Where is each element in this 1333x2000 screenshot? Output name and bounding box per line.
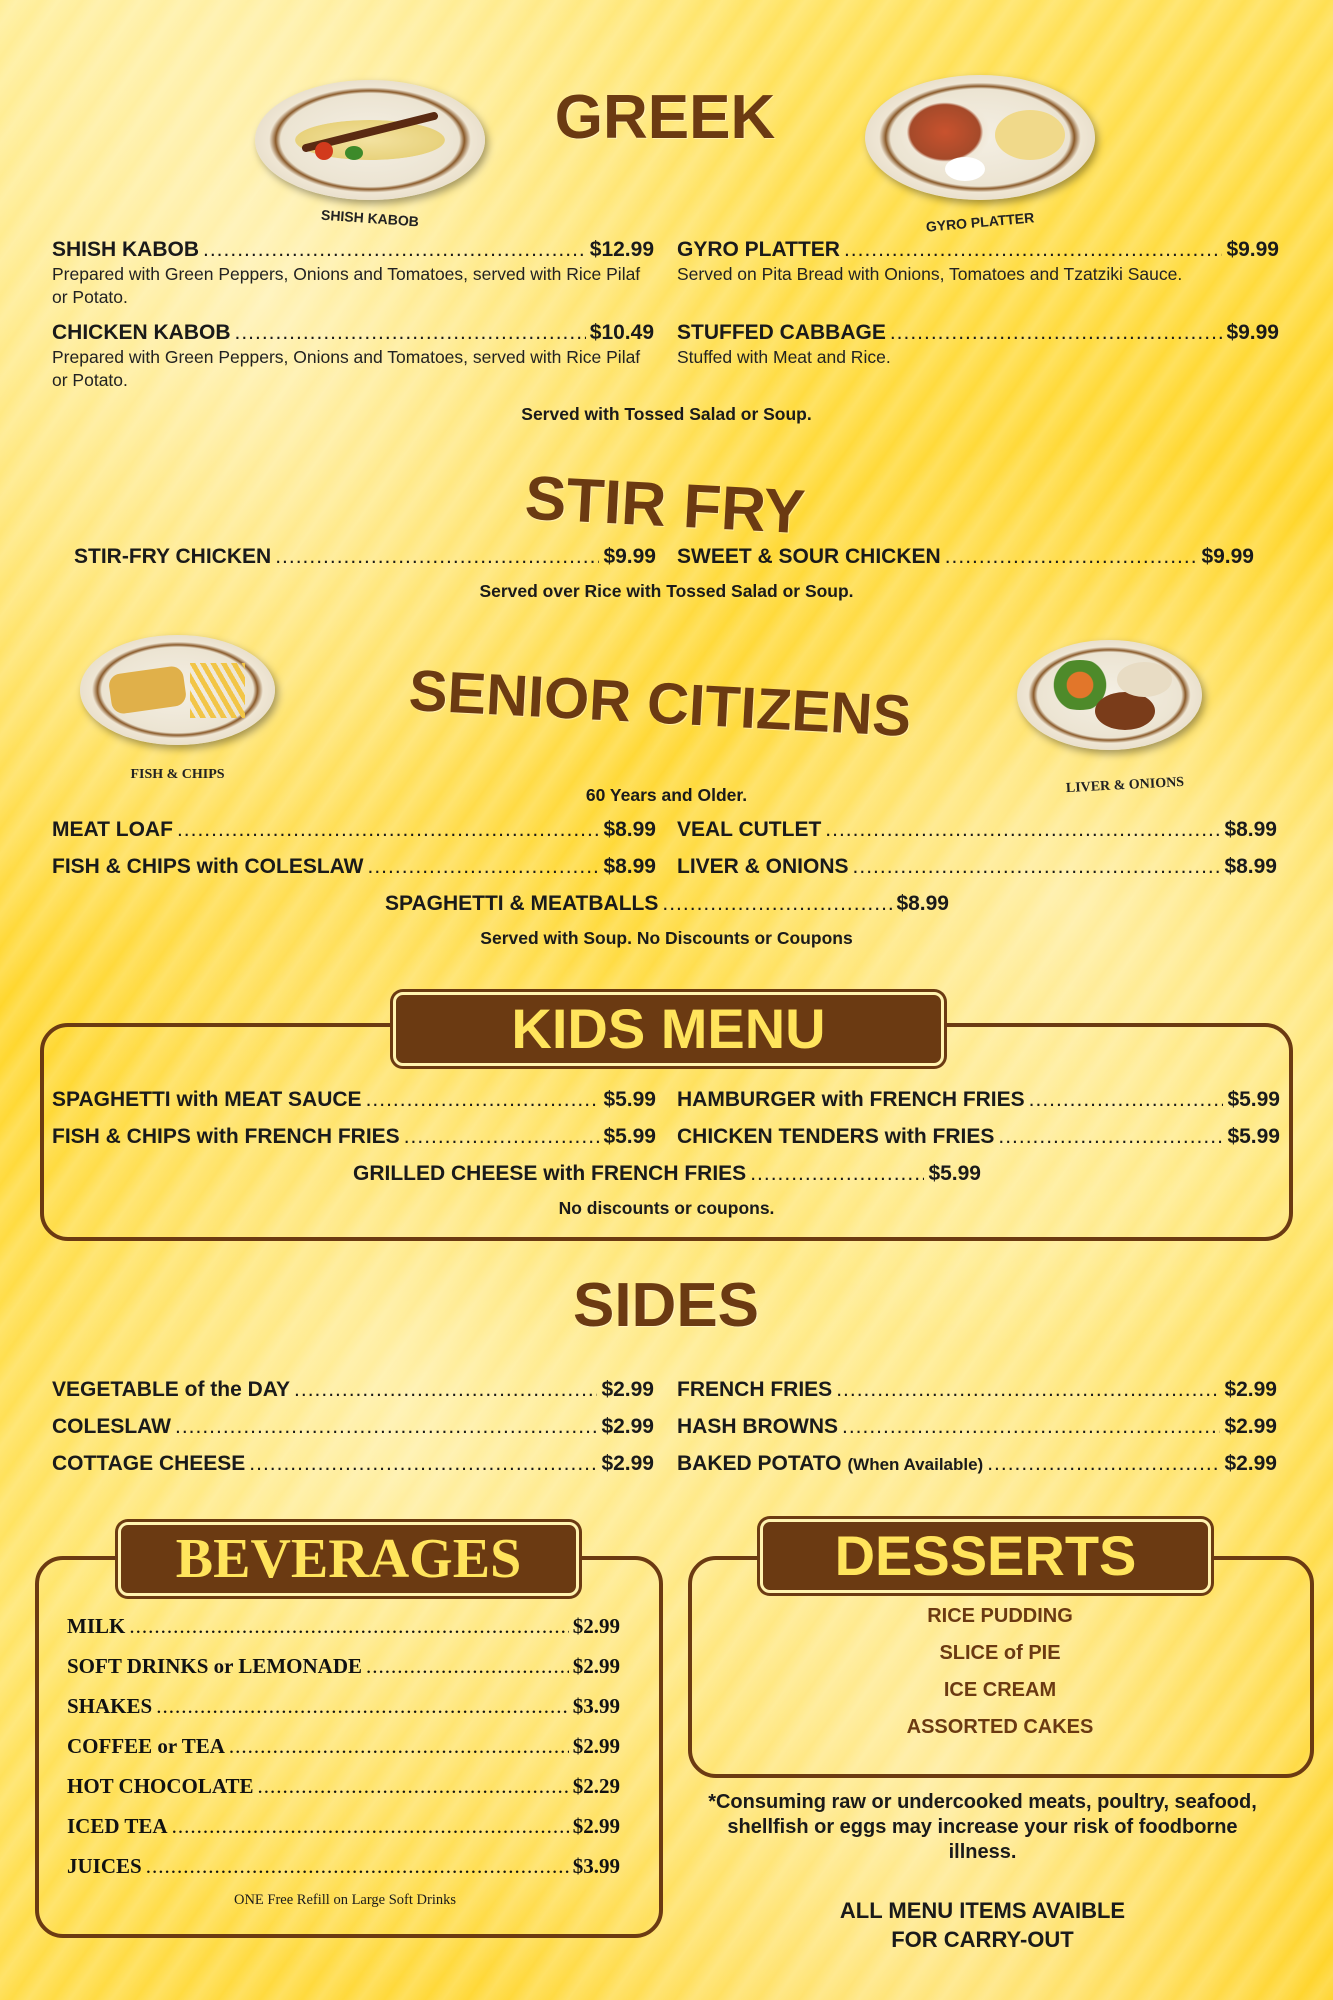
item-price: $5.99	[928, 1162, 981, 1185]
item-price: $12.99	[589, 238, 654, 261]
menu-item-fish-chips-coleslaw	[52, 855, 656, 879]
gyro-platter-photo-label: GYRO PLATTER	[925, 209, 1035, 235]
menu-item-liver-onions	[677, 855, 1277, 879]
item-price: $2.99	[1224, 1452, 1277, 1475]
item-price: $8.99	[1224, 818, 1277, 841]
item-price: $2.99	[601, 1415, 654, 1438]
item-price: $9.99	[603, 545, 656, 568]
item-price: $2.99	[572, 1814, 620, 1838]
item-name: HAMBURGER with FRENCH FRIES	[677, 1088, 1025, 1111]
item-name: SPAGHETTI & MEATBALLS	[385, 892, 659, 915]
dot-leader	[129, 1614, 568, 1639]
item-price: $2.99	[601, 1378, 654, 1401]
stir-fry-note: Served over Rice with Tossed Salad or Soup.	[479, 581, 854, 601]
beverage-coffee-tea	[67, 1734, 620, 1759]
dot-leader	[1029, 1088, 1224, 1112]
item-name: FISH & CHIPS with FRENCH FRIES	[52, 1125, 400, 1148]
dot-leader	[203, 238, 586, 262]
item-price: $2.99	[1224, 1378, 1277, 1401]
item-name: CHICKEN TENDERS with FRIES	[677, 1125, 995, 1148]
item-name: STUFFED CABBAGE	[677, 321, 886, 344]
item-name: COTTAGE CHEESE	[52, 1452, 246, 1475]
item-name: VEGETABLE of the DAY	[52, 1378, 291, 1401]
carryout-notice-line2: FOR CARRY-OUT	[891, 1927, 1074, 1952]
menu-item-sweet-sour-chicken	[677, 545, 1254, 569]
item-description: Prepared with Green Peppers, Onions and Tomatoes, served with Rice Pilaf or Potato.	[52, 347, 641, 390]
item-name: CHICKEN KABOB	[52, 321, 231, 344]
dot-leader	[998, 1125, 1223, 1149]
menu-item-spaghetti-meatballs	[385, 892, 949, 916]
shish-kabob-photo	[255, 80, 485, 200]
dessert-assorted-cakes: ASSORTED CAKES	[906, 1716, 1094, 1738]
menu-item-kids-chicken-tenders	[677, 1125, 1280, 1149]
item-price: $9.99	[1201, 545, 1254, 568]
menu-item-coleslaw	[52, 1415, 654, 1439]
item-price: $2.99	[1224, 1415, 1277, 1438]
item-price: $5.99	[1227, 1125, 1280, 1148]
menu-item-hash-browns	[677, 1415, 1277, 1439]
item-price: $3.99	[572, 1694, 620, 1718]
beverages-note: ONE Free Refill on Large Soft Drinks	[233, 1892, 457, 1908]
menu-item-vegetable	[52, 1378, 654, 1402]
item-name: FISH & CHIPS with COLESLAW	[52, 855, 364, 878]
gyro-platter-photo	[865, 75, 1095, 200]
item-price: $3.99	[572, 1854, 620, 1878]
item-price: $2.99	[572, 1654, 620, 1678]
item-price: $8.99	[1224, 855, 1277, 878]
liver-onions-photo	[1017, 640, 1202, 750]
item-name: GYRO PLATTER	[677, 238, 840, 261]
item-name: HOT CHOCOLATE	[67, 1774, 254, 1798]
item-suffix: (When Available)	[847, 1455, 984, 1474]
item-price: $2.99	[572, 1734, 620, 1758]
item-name: VEAL CUTLET	[677, 818, 822, 841]
greek-note: Served with Tossed Salad or Soup.	[521, 404, 812, 424]
item-name: SPAGHETTI with MEAT SAUCE	[52, 1088, 362, 1111]
item-price: $2.99	[601, 1452, 654, 1475]
dot-leader	[366, 1088, 600, 1112]
item-price: $5.99	[603, 1125, 656, 1148]
item-name: COLESLAW	[52, 1415, 171, 1438]
item-name: SHISH KABOB	[52, 238, 200, 261]
dot-leader	[368, 855, 600, 879]
item-name: LIVER & ONIONS	[677, 855, 849, 878]
item-name: HASH BROWNS	[677, 1415, 838, 1438]
item-name: SHAKES	[67, 1694, 153, 1718]
stir-fry-title: STIR FRY	[523, 463, 807, 548]
kids-note: No discounts or coupons.	[558, 1198, 775, 1218]
dot-leader	[825, 818, 1220, 842]
menu-item-kids-grilled-cheese	[353, 1162, 981, 1186]
item-description: Served on Pita Bread with Onions, Tomatoes and Tzatziki Sauce.	[677, 264, 1183, 284]
menu-item-gyro-platter	[677, 238, 1279, 262]
item-name: FRENCH FRIES	[677, 1378, 833, 1401]
item-price: $5.99	[603, 1088, 656, 1111]
liver-onions-photo-label: LIVER & ONIONS	[1065, 774, 1185, 797]
item-price: $2.29	[572, 1774, 620, 1798]
beverage-iced-tea	[67, 1814, 620, 1839]
dot-leader	[750, 1162, 924, 1186]
dot-leader	[258, 1774, 569, 1799]
item-name: BAKED POTATO	[677, 1452, 842, 1475]
dot-leader	[172, 1814, 569, 1839]
dot-leader	[249, 1452, 597, 1476]
dot-leader	[235, 321, 586, 345]
shish-kabob-photo-label: SHISH KABOB	[320, 206, 420, 230]
dot-leader	[175, 1415, 597, 1439]
item-name: JUICES	[67, 1854, 142, 1878]
dot-leader	[366, 1654, 569, 1679]
item-price: $8.99	[603, 818, 656, 841]
menu-item-french-fries	[677, 1378, 1277, 1402]
dessert-ice-cream: ICE CREAM	[943, 1679, 1057, 1701]
dot-leader	[275, 545, 599, 569]
dot-leader	[156, 1694, 569, 1719]
item-price: $9.99	[1226, 321, 1279, 344]
sides-title: SIDES	[572, 1271, 760, 1340]
item-name: MILK	[67, 1614, 126, 1638]
item-price: $8.99	[896, 892, 949, 915]
item-name: GRILLED CHEESE with FRENCH FRIES	[353, 1162, 747, 1185]
menu-item-chicken-kabob	[52, 321, 654, 345]
item-price: $9.99	[1226, 238, 1279, 261]
dot-leader	[987, 1452, 1220, 1476]
item-description: Prepared with Green Peppers, Onions and Tomatoes, served with Rice Pilaf or Potato.	[52, 264, 641, 307]
dot-leader	[836, 1378, 1220, 1402]
senior-citizens-title: SENIOR CITIZENS	[407, 657, 913, 750]
dot-leader	[229, 1734, 569, 1759]
menu-item-stuffed-cabbage	[677, 321, 1279, 345]
item-price: $2.99	[572, 1614, 620, 1638]
dot-leader	[146, 1854, 569, 1879]
beverage-soft-drinks	[67, 1654, 620, 1679]
item-name: ICED TEA	[67, 1814, 168, 1838]
fish-chips-photo-label: FISH & CHIPS	[130, 767, 225, 782]
beverage-juices	[67, 1854, 620, 1879]
desserts-banner: DESSERTS	[760, 1519, 1211, 1593]
item-description: Stuffed with Meat and Rice.	[677, 347, 891, 367]
menu-item-kids-spaghetti	[52, 1088, 656, 1112]
dot-leader	[853, 855, 1221, 879]
beverage-hot-chocolate	[67, 1774, 620, 1799]
dot-leader	[842, 1415, 1220, 1439]
greek-title: GREEK	[554, 83, 776, 152]
dessert-rice-pudding: RICE PUDDING	[927, 1605, 1073, 1627]
item-name: STIR-FRY CHICKEN	[74, 545, 272, 568]
dot-leader	[844, 238, 1222, 262]
dot-leader	[890, 321, 1223, 345]
menu-item-veal-cutlet	[677, 818, 1277, 842]
senior-subtitle: 60 Years and Older.	[585, 785, 748, 805]
item-name: COFFEE or TEA	[67, 1734, 225, 1758]
food-safety-warning: *Consuming raw or undercooked meats, poultry, seafood, shellfish or eggs may increase your risk of foodborne illness.	[708, 1791, 1257, 1863]
item-name: SWEET & SOUR CHICKEN	[677, 545, 941, 568]
item-name: SOFT DRINKS or LEMONADE	[67, 1654, 363, 1678]
menu-item-kids-fish-chips	[52, 1125, 656, 1149]
item-price: $10.49	[589, 321, 654, 344]
menu-item-shish-kabob	[52, 238, 654, 262]
item-name: MEAT LOAF	[52, 818, 173, 841]
kids-menu-banner: KIDS MENU	[393, 992, 944, 1066]
dot-leader	[294, 1378, 597, 1402]
item-price: $5.99	[1227, 1088, 1280, 1111]
menu-item-kids-hamburger	[677, 1088, 1280, 1112]
fish-chips-photo	[80, 635, 275, 745]
dot-leader	[662, 892, 892, 916]
beverage-shakes	[67, 1694, 620, 1719]
beverages-banner: BEVERAGES	[118, 1522, 579, 1596]
dot-leader	[177, 818, 600, 842]
menu-item-stir-fry-chicken	[74, 545, 656, 569]
menu-item-meat-loaf	[52, 818, 656, 842]
beverage-milk	[67, 1614, 620, 1639]
dessert-slice-of-pie: SLICE of PIE	[939, 1642, 1061, 1664]
menu-item-baked-potato	[677, 1452, 1277, 1476]
dot-leader	[945, 545, 1198, 569]
item-price: $8.99	[603, 855, 656, 878]
carryout-notice-line1: ALL MENU ITEMS AVAIBLE	[839, 1898, 1126, 1923]
menu-item-cottage-cheese	[52, 1452, 654, 1476]
dot-leader	[404, 1125, 600, 1149]
senior-note: Served with Soup. No Discounts or Coupons	[480, 928, 853, 948]
